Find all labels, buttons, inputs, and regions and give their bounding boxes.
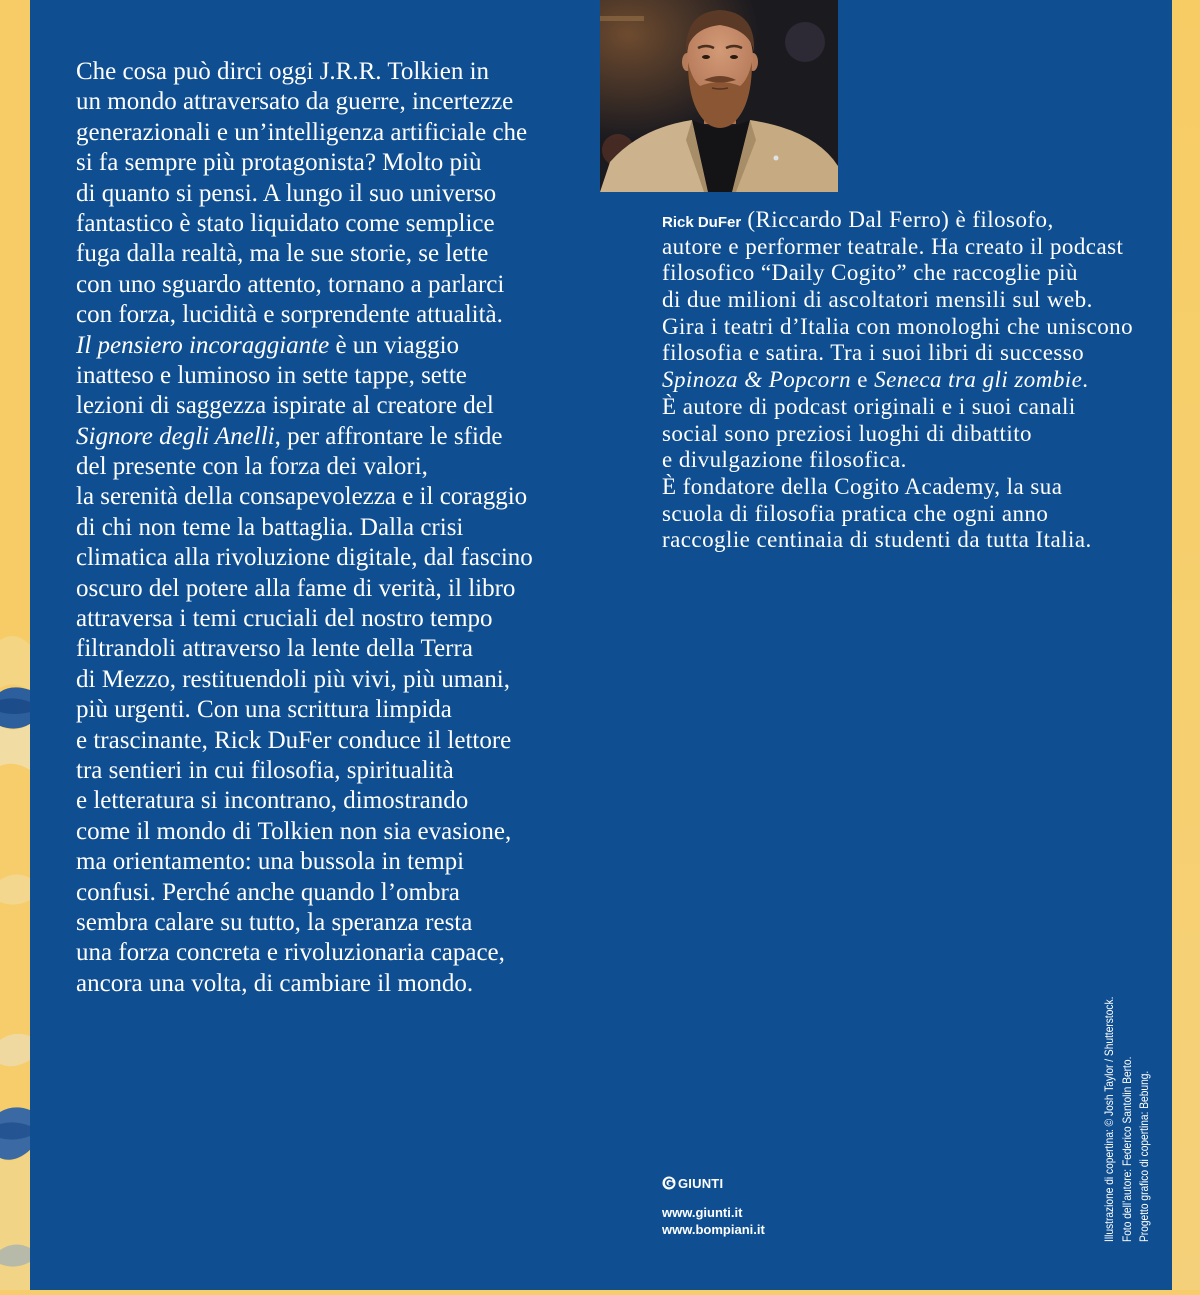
blurb-line: fantastico è stato liquidato come semplice: [76, 209, 495, 237]
publisher-url: www.giunti.it: [662, 1205, 743, 1220]
credit-line: Illustrazione di copertina: © Josh Taylor / Shutterstock.: [1102, 996, 1116, 1242]
blurb-line: di chi non teme la battaglia. Dalla crisi: [76, 513, 464, 541]
giunti-logo-icon: [662, 1176, 676, 1190]
cover-edge-art-left: [0, 0, 30, 1290]
bio-line-text: .: [1082, 367, 1089, 393]
blurb-line: ma orientamento: una bussola in tempi: [76, 848, 465, 876]
publisher-block: [662, 1175, 765, 1238]
bio-line: È autore di podcast originali e i suoi canali: [662, 393, 1076, 419]
blurb-line: e trascinante, Rick DuFer conduce il lettore: [76, 726, 512, 754]
bio-line: social sono preziosi luoghi di dibattito: [662, 420, 1032, 446]
author-name: Rick DuFer: [662, 214, 742, 231]
blurb-line: di Mezzo, restituendoli più vivi, più umani,: [76, 665, 510, 693]
credit-line: Foto dell’autore: Federico Santolin Berto.: [1119, 1056, 1134, 1242]
blurb-line: la serenità della consapevolezza e il coraggio: [76, 483, 528, 511]
blurb-line: confusi. Perché anche quando l’ombra: [76, 878, 460, 906]
bio-line-text: e: [851, 367, 875, 393]
blurb-line: tra sentieri in cui filosofia, spiritualità: [76, 756, 454, 784]
book-title: Seneca tra gli zombie: [874, 367, 1083, 393]
blurb-line: lezioni di saggezza ispirate al creatore del: [76, 392, 494, 420]
bio-line-text: (Riccardo Dal Ferro) è filosofo,: [741, 207, 1054, 232]
blurb-line-text: è un viaggio: [329, 331, 460, 359]
publisher-logo-text: GIUNTI: [678, 1175, 724, 1191]
bio-line: [662, 367, 1133, 394]
blurb-line: generazionali e un’intelligenza artificiale che: [76, 118, 528, 146]
bio-line: È fondatore della Cogito Academy, la sua: [662, 473, 1063, 499]
blurb-line: come il mondo di Tolkien non sia evasione,: [76, 817, 512, 845]
bio-line: filosofia e satira. Tra i suoi libri di successo: [662, 340, 1085, 366]
blurb-line: filtrandoli attraverso la lente della Terra: [76, 635, 473, 663]
bio-line: [662, 207, 1133, 234]
blurb-line: con forza, lucidità e sorprendente attualità.: [76, 301, 503, 329]
book-title: Il pensiero incoraggiante: [76, 331, 330, 359]
credit-line: Progetto grafico di copertina: Bebung.: [1137, 1070, 1151, 1242]
blurb-line: più urgenti. Con una scrittura limpida: [76, 696, 452, 724]
blurb-line: del presente con la forza dei valori,: [76, 453, 428, 481]
book-blurb: [76, 57, 533, 999]
blurb-line: si fa sempre più protagonista? Molto più: [76, 149, 482, 177]
blurb-line: [76, 331, 533, 361]
blurb-line: un mondo attraversato da guerre, incertezze: [76, 88, 514, 116]
bio-line: Gira i teatri d’Italia con monologhi che uniscono: [662, 313, 1134, 339]
cover-credits: [1101, 936, 1154, 1242]
blurb-line: ancora una volta, di cambiare il mondo.: [76, 969, 474, 997]
bio-line: scuola di filosofia pratica che ogni anno: [662, 500, 1049, 526]
publisher-logo: [662, 1175, 765, 1191]
bio-line: raccoglie centinaia di studenti da tutta Italia.: [662, 527, 1092, 553]
blurb-line: inatteso e luminoso in sette tappe, sette: [76, 361, 467, 389]
blurb-line: una forza concreta e rivoluzionaria capace,: [76, 939, 505, 967]
author-photo: [600, 0, 838, 192]
book-title: Spinoza & Popcorn: [662, 367, 852, 393]
cover-edge-art-right: [1172, 0, 1200, 1290]
blurb-line: [76, 422, 533, 452]
blurb-line: Che cosa può dirci oggi J.R.R. Tolkien in: [76, 58, 490, 85]
publisher-urls: [662, 1204, 765, 1238]
blurb-line: con uno sguardo attento, tornano a parlarci: [76, 270, 505, 298]
bio-line: filosofico “Daily Cogito” che raccoglie più: [662, 260, 1078, 286]
blurb-line: oscuro del potere alla fame di verità, il libro: [76, 574, 516, 602]
author-bio: [662, 207, 1133, 554]
bio-line: di due milioni di ascoltatori mensili sul web.: [662, 287, 1093, 313]
blurb-line-text: , per affrontare le sfide: [274, 422, 503, 450]
bio-line: e divulgazione filosofica.: [662, 447, 907, 473]
blurb-line: climatica alla rivoluzione digitale, dal fascino: [76, 544, 533, 572]
blurb-line: fuga dalla realtà, ma le sue storie, se lette: [76, 240, 489, 268]
blurb-line: sembra calare su tutto, la speranza resta: [76, 908, 473, 936]
bio-line: autore e performer teatrale. Ha creato il podcast: [662, 233, 1124, 259]
publisher-url: www.bompiani.it: [662, 1222, 765, 1237]
book-title: Signore degli Anelli: [76, 422, 275, 450]
blurb-line: e letteratura si incontrano, dimostrando: [76, 787, 469, 815]
blurb-line: attraversa i temi cruciali del nostro tempo: [76, 605, 493, 633]
blurb-line: di quanto si pensi. A lungo il suo universo: [76, 179, 497, 207]
